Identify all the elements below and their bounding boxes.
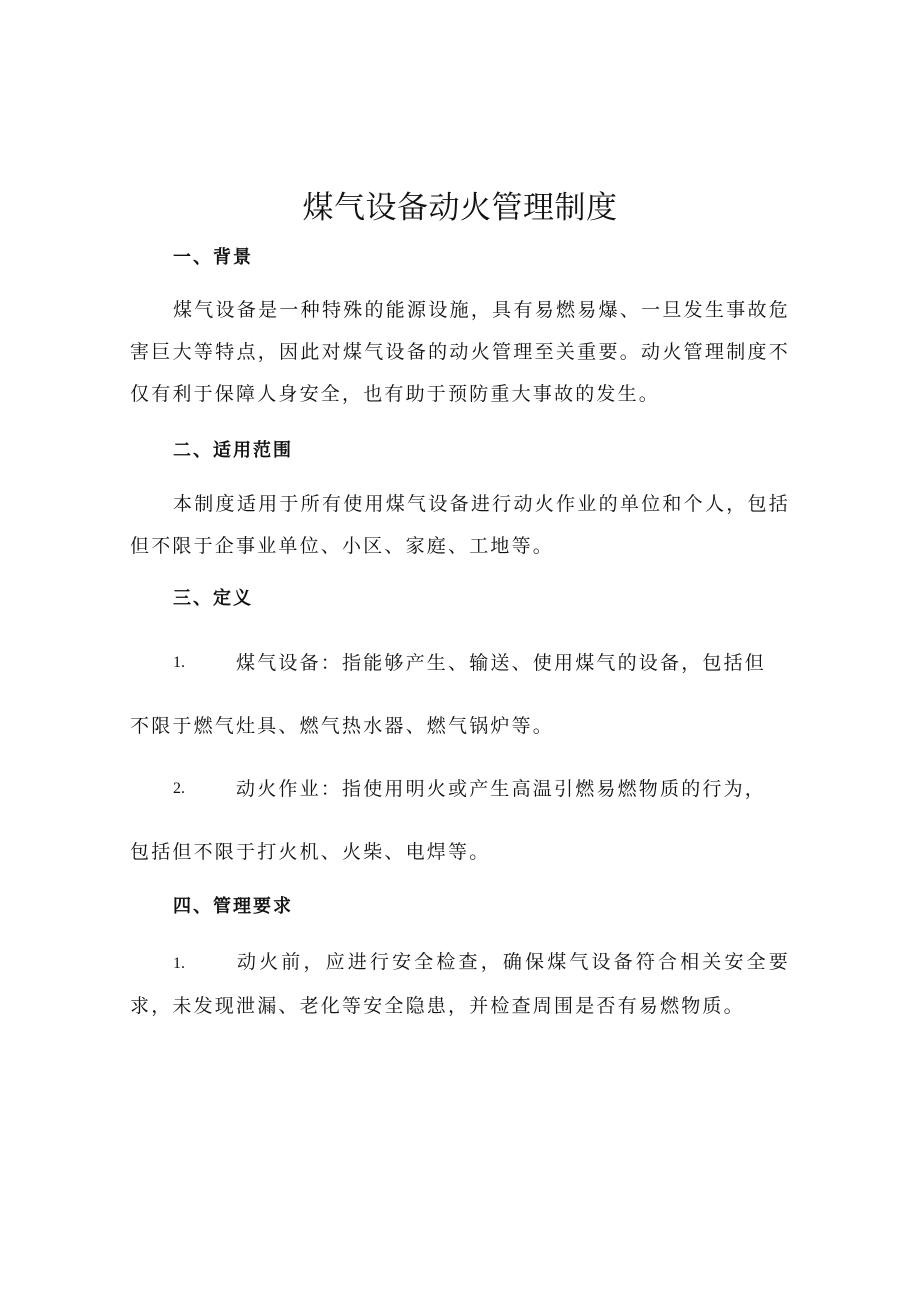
definition-item-2-number: 2. [173,780,185,797]
section-heading-definitions: 三、定义 [173,588,253,609]
definition-item-2-continuation: 包括但不限于打火机、火柴、电焊等。 [130,841,491,863]
background-paragraph: 煤气设备是一种特殊的能源设施，具有易燃易爆、一旦发生事故危害巨大等特点，因此对煤气设备的动火管理至关重要。动火管理制度不仅有利于保障人身安全，也有助于预防重大事故的发生。 [130,299,790,405]
scope-paragraph: 本制度适用于所有使用煤气设备进行动火作业的单位和个人，包括但不限于企事业单位、小区、家庭、工地等。 [130,493,790,557]
requirement-item-1-text: 动火前，应进行安全检查，确保煤气设备符合相关安全要求，未发现泄漏、老化等安全隐患，并检查周围是否有易燃物质。 [130,951,790,1017]
requirement-item-1 [130,941,790,1027]
document-title: 煤气设备动火管理制度 [302,190,618,226]
section-heading-requirements: 四、管理要求 [173,896,293,917]
requirement-item-1-number: 1. [173,955,185,972]
section-heading-scope: 二、适用范围 [173,440,293,461]
definition-item-1-continuation: 不限于燃气灶具、燃气热水器、燃气锅炉等。 [130,715,555,737]
definition-item-1-text: 煤气设备：指能够产生、输送、使用煤气的设备，包括但 [236,652,767,674]
section-heading-background: 一、背景 [173,247,253,268]
definition-item-1-number: 1. [173,654,185,671]
definition-item-2-text: 动火作业：指使用明火或产生高温引燃易燃物质的行为， [236,778,767,800]
